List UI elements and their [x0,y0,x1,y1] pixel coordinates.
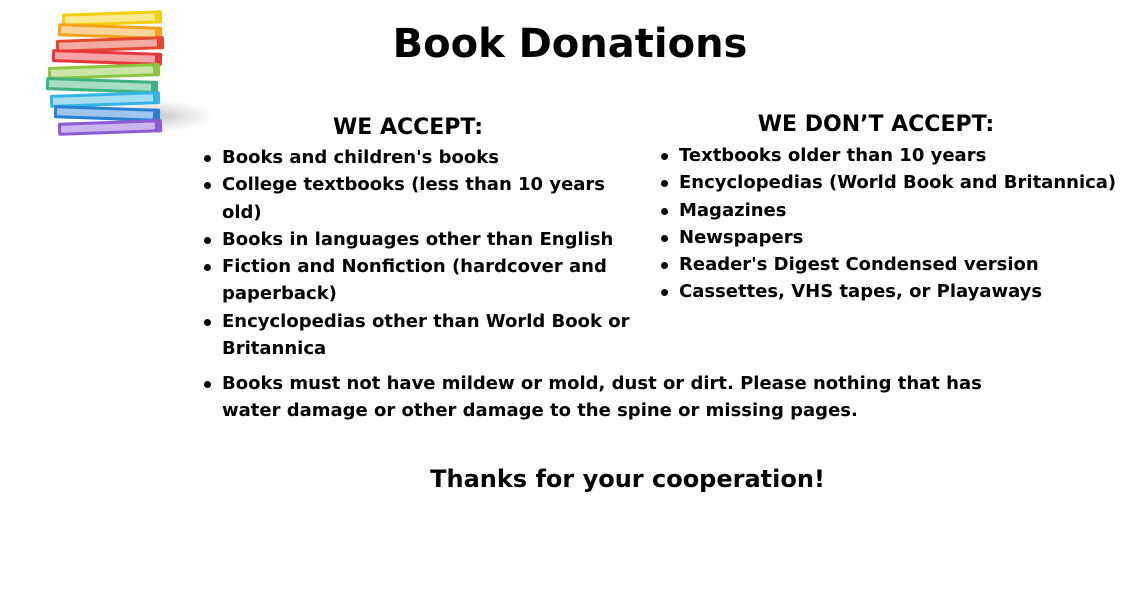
reject-list [658,142,1128,306]
thanks-message: Thanks for your cooperation! [430,465,825,493]
page-title: Book Donations [392,21,748,67]
list-item: Cassettes, VHS tapes, or Playaways [658,278,1128,305]
list-item: Newspapers [658,224,1128,251]
list-item: College textbooks (less than 10 years old) [201,171,641,226]
list-item: Books in languages other than English [201,226,641,253]
list-item: Encyclopedias (World Book and Britannica) [658,169,1128,196]
list-item: Magazines [658,197,1128,224]
list-item: Books and children's books [201,144,641,171]
reject-heading: WE DON’T ACCEPT: [757,112,995,137]
accept-list [201,144,641,362]
book-icon [58,119,162,136]
list-item: Encyclopedias other than World Book or Britannica [201,308,641,363]
condition-note-list [201,370,1001,425]
list-item: Fiction and Nonfiction (hardcover and paperback) [201,253,641,308]
condition-note: Books must not have mildew or mold, dust or dirt. Please nothing that has water damage or other damage to the spine or missing pages. [201,370,1001,425]
list-item: Reader's Digest Condensed version [658,251,1128,278]
book-icon [46,77,158,94]
accept-heading: WE ACCEPT: [332,115,484,140]
list-item: Textbooks older than 10 years [658,142,1128,169]
